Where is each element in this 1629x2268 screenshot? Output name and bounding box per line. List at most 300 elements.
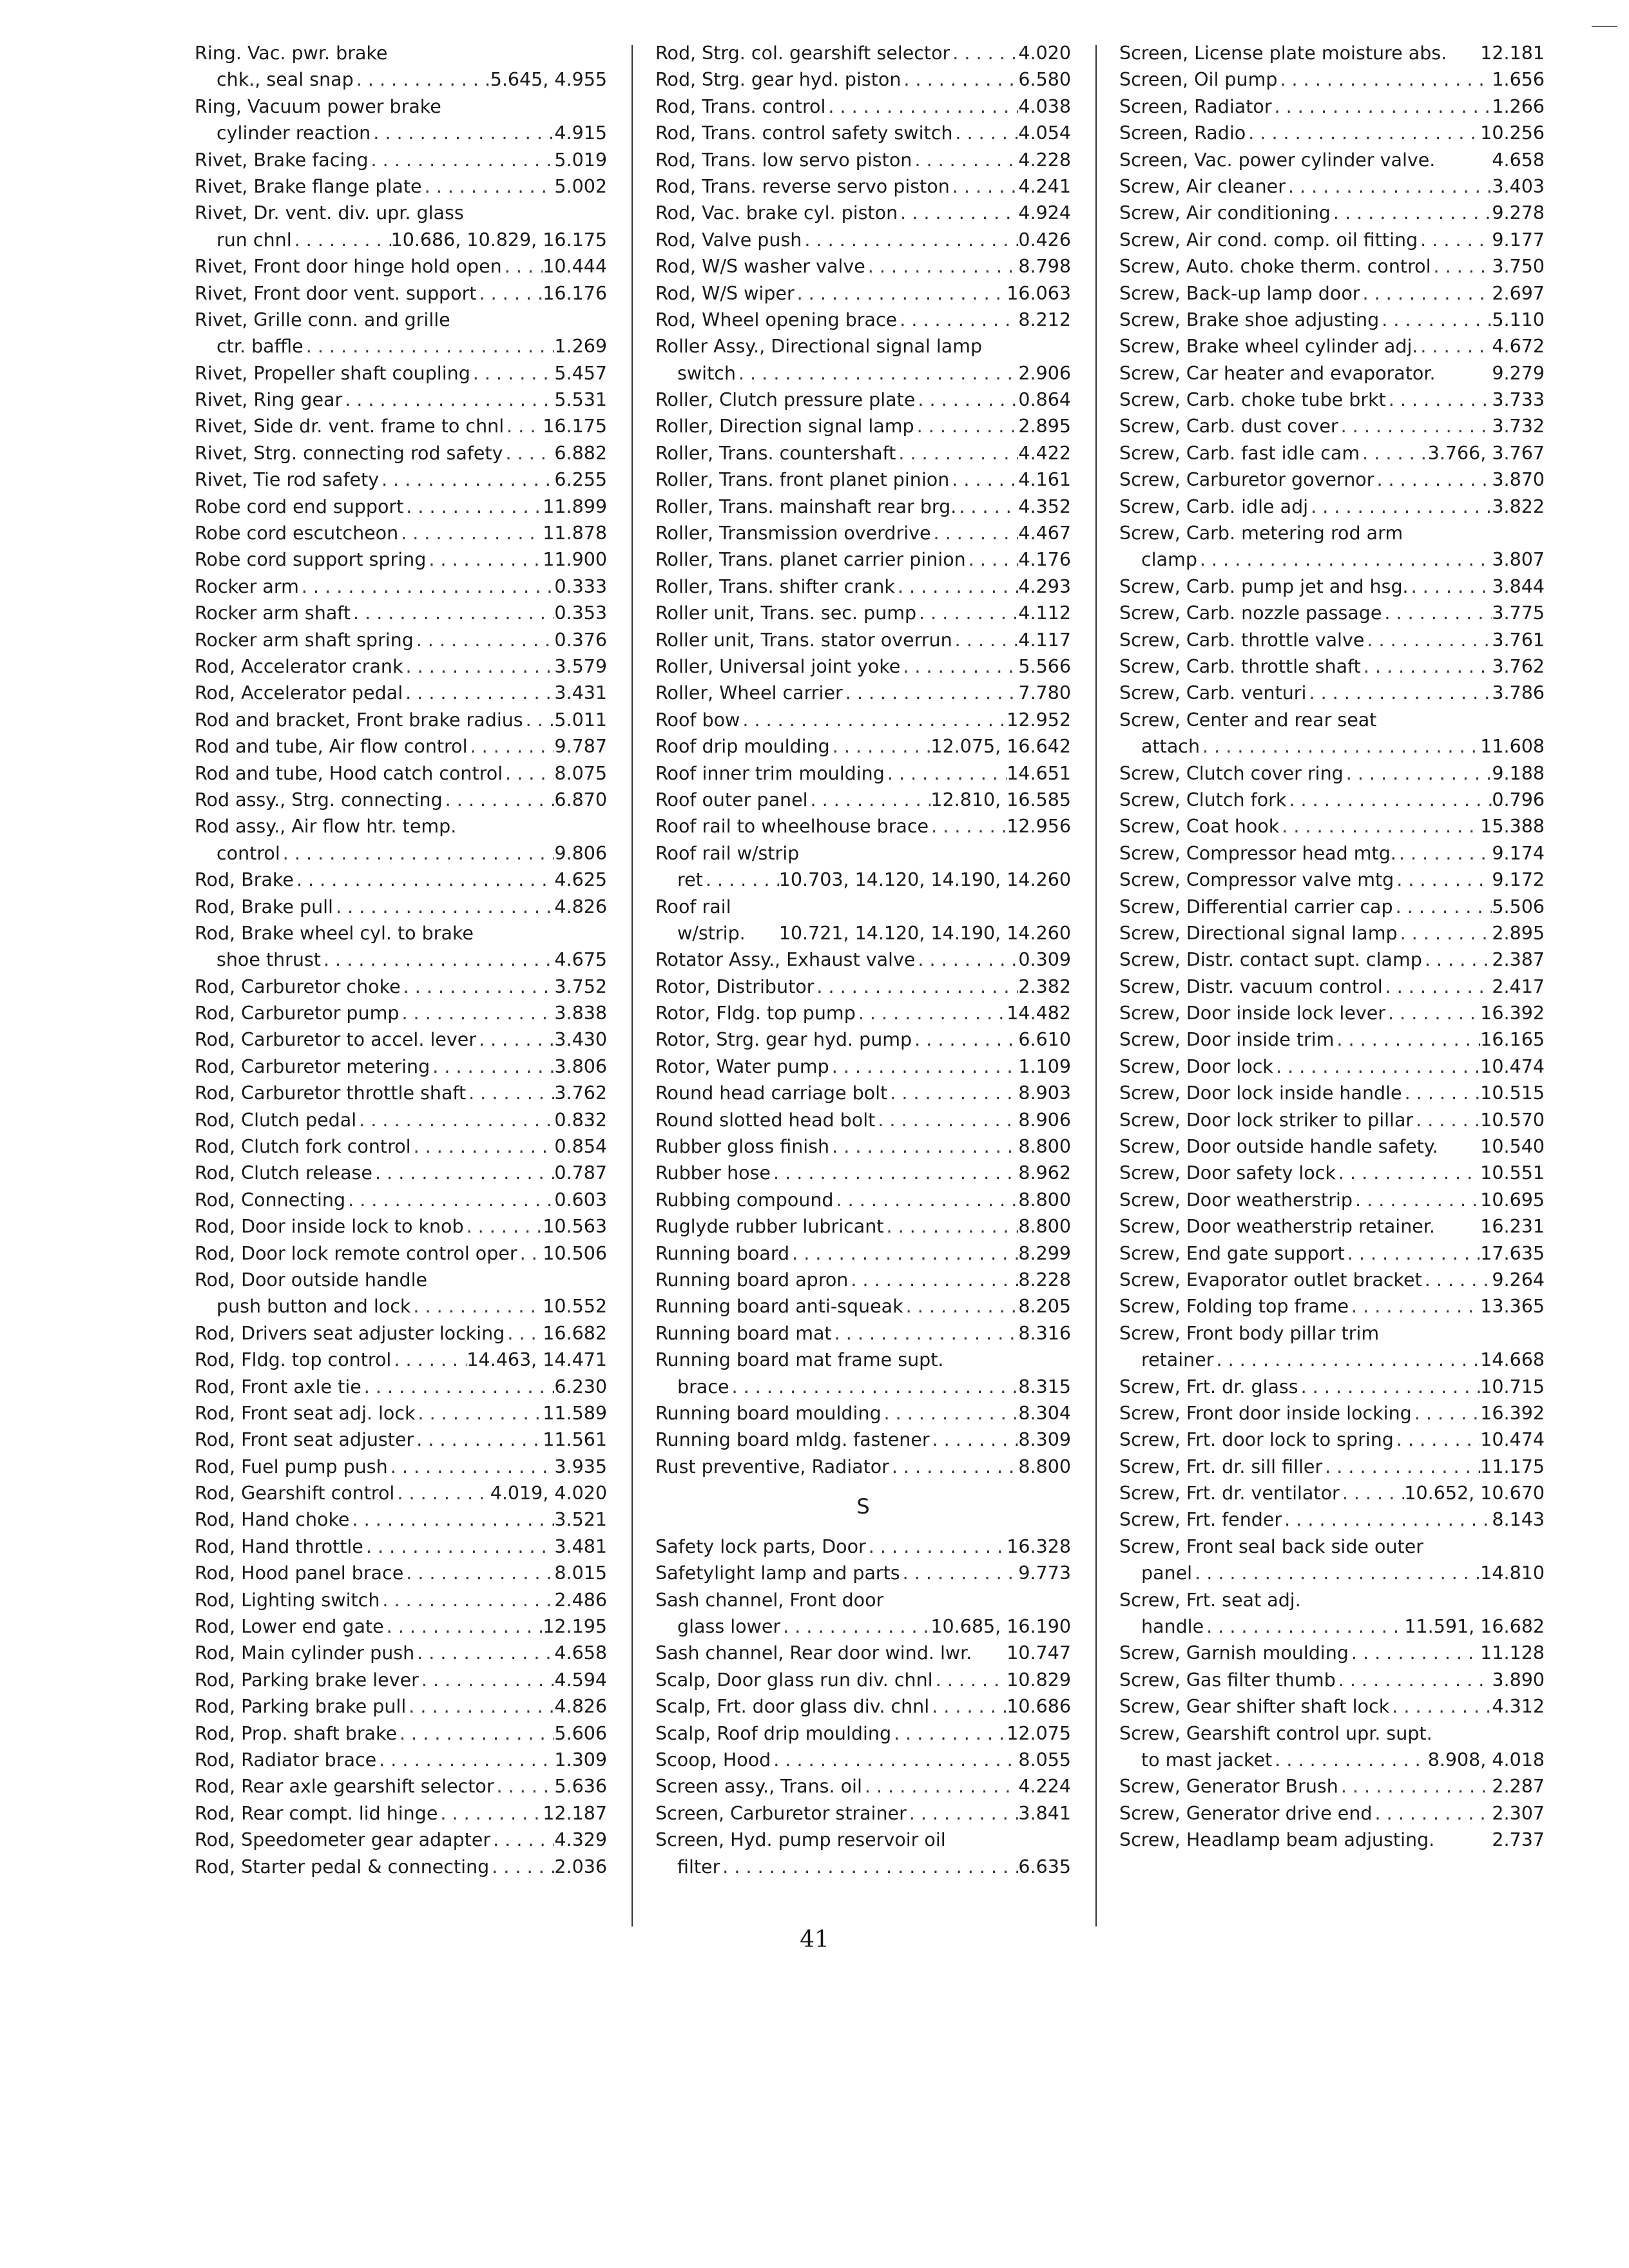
dot-leader: [333, 894, 554, 920]
index-entry: [655, 1667, 1071, 1693]
index-entry: [655, 947, 1071, 973]
entry-page-ref: 14.463, 14.471: [467, 1349, 607, 1371]
dot-leader: [1374, 466, 1492, 493]
entry-page-ref: 10.652, 10.670: [1404, 1483, 1545, 1504]
entry-page-ref: 4.826: [554, 1696, 607, 1718]
entry-label: Running board: [655, 1242, 790, 1264]
entry-page-ref: 2.382: [1018, 975, 1071, 997]
entry-label: Screw, Door inside lock lever: [1119, 1003, 1385, 1024]
dot-leader: [1272, 93, 1492, 120]
index-entry: [195, 1506, 607, 1533]
entry-page-ref: 8.143: [1492, 1509, 1545, 1531]
entry-label: Ring. Vac. pwr. brake: [195, 43, 388, 64]
dot-leader: [1361, 653, 1492, 680]
entry-label: Screw, Evaporator outlet bracket: [1119, 1269, 1422, 1291]
entry-label: Rod, Rear axle gearshift selector: [195, 1776, 494, 1798]
index-entry: [655, 573, 1071, 600]
entry-label: Screw, Door inside trim: [1119, 1029, 1335, 1051]
index-entry: [195, 280, 607, 307]
dot-leader: [1422, 947, 1492, 973]
entry-page-ref: 8.800: [1018, 1136, 1071, 1158]
entry-label: Roller, Wheel carrier: [655, 682, 843, 704]
dot-leader: [901, 66, 1018, 93]
entry-page-ref: 11.591, 16.682: [1404, 1616, 1545, 1638]
index-entry: [655, 280, 1071, 307]
entry-label: Screw, Front body pillar trim: [1119, 1322, 1380, 1344]
index-entry: [1119, 1400, 1545, 1427]
entry-label: Rod, Carburetor throttle shaft: [195, 1082, 467, 1104]
index-entry: [195, 1133, 607, 1160]
dot-leader: [933, 1667, 1007, 1693]
entry-page-ref: 4.224: [1018, 1776, 1071, 1798]
dot-leader: [1345, 1240, 1480, 1267]
entry-label: Rubbing compound: [655, 1189, 834, 1211]
dot-leader: [1246, 120, 1480, 146]
index-entry: [195, 307, 607, 333]
entry-label: Rivet, Side dr. vent. frame to chnl: [195, 416, 505, 437]
index-entry: [1119, 1000, 1545, 1026]
entry-page-ref: 10.552: [543, 1296, 607, 1318]
index-entry: [195, 466, 607, 493]
dot-leader: [829, 1053, 1019, 1080]
index-entry: [195, 1613, 607, 1640]
entry-label: Running board mat: [655, 1322, 832, 1344]
index-entry: [1119, 813, 1545, 840]
entry-label: Round head carriage bolt: [655, 1082, 888, 1104]
index-entry: [195, 494, 607, 520]
entry-label: Rod, Rear compt. lid hinge: [195, 1802, 438, 1824]
dot-leader: [912, 147, 1018, 173]
dot-leader: [1349, 1640, 1480, 1666]
entry-page-ref: 15.388: [1480, 816, 1545, 838]
index-entry: [195, 40, 607, 66]
entry-label: Rotor, Distributor: [655, 975, 815, 997]
dot-leader: [321, 947, 554, 973]
dot-leader: [1338, 1773, 1492, 1800]
entry-label: Rod, Carburetor metering: [195, 1055, 430, 1077]
dot-leader: [299, 573, 555, 600]
index-entry: [1119, 627, 1545, 653]
entry-label: Roller Assy., Directional signal lamp: [655, 336, 983, 358]
dot-leader: [505, 1320, 543, 1347]
entry-label: brace: [677, 1376, 729, 1398]
entry-page-ref: 12.952: [1007, 709, 1071, 731]
index-entry: [655, 173, 1071, 200]
entry-page-ref: 2.287: [1492, 1776, 1545, 1798]
entry-page-ref: 12.195: [543, 1616, 607, 1638]
index-entry: [195, 333, 607, 360]
entry-page-ref: 5.457: [554, 362, 607, 384]
dot-leader: [952, 627, 1019, 653]
entry-page-ref: 6.610: [1018, 1029, 1071, 1051]
index-entry: [1119, 947, 1545, 973]
index-entry: [1119, 227, 1545, 253]
dot-leader: [884, 1213, 1019, 1240]
entry-label: Rod, Door lock remote control oper: [195, 1242, 517, 1264]
entry-page-ref: 8.316: [1018, 1322, 1071, 1344]
entry-page-ref: 8.228: [1018, 1269, 1071, 1291]
dot-leader: [368, 147, 554, 173]
index-entry: [655, 1026, 1071, 1053]
dot-leader: [426, 546, 543, 573]
entry-label: Running board anti-squeak: [655, 1296, 903, 1318]
entry-page-ref: 16.063: [1007, 282, 1071, 304]
index-entry: [655, 974, 1071, 1000]
entry-page-ref: 0.353: [554, 602, 607, 624]
index-entry: [195, 707, 607, 733]
dot-leader: [1418, 227, 1492, 253]
entry-page-ref: 4.658: [554, 1642, 607, 1664]
entry-label: Roof outer panel: [655, 789, 808, 811]
dot-leader: [966, 546, 1019, 573]
entry-label: Roof drip moulding: [655, 736, 830, 758]
index-entry: [655, 1267, 1071, 1293]
index-entry: [195, 1374, 607, 1400]
dot-leader: [1279, 813, 1480, 840]
index-entry: [195, 680, 607, 706]
entry-page-ref: 11.175: [1480, 1456, 1545, 1477]
entry-label: clamp: [1141, 549, 1197, 571]
index-entry: [1119, 840, 1545, 867]
entry-label: Running board mat frame supt.: [655, 1349, 944, 1371]
entry-label: Roof bow: [655, 709, 740, 731]
dot-leader: [1340, 1480, 1405, 1506]
dot-leader: [1200, 733, 1480, 760]
entry-page-ref: 5.019: [554, 149, 607, 171]
dot-leader: [410, 1293, 543, 1320]
index-entry: [1119, 1320, 1545, 1347]
dot-leader: [376, 1747, 554, 1773]
index-entry: [655, 1827, 1071, 1853]
dot-leader: [1353, 1187, 1480, 1213]
dot-leader: [900, 1560, 1019, 1586]
index-entry: [655, 1000, 1071, 1026]
entry-page-ref: 4.241: [1018, 175, 1071, 197]
entry-label: Screw, Compressor valve mtg: [1119, 869, 1394, 891]
entry-page-ref: 3.890: [1492, 1669, 1545, 1691]
index-entry: [195, 546, 607, 573]
entry-label: Screw, Front door inside locking: [1119, 1402, 1412, 1424]
entry-page-ref: 9.188: [1492, 762, 1545, 784]
entry-page-ref: 4.915: [554, 122, 607, 144]
dot-leader: [292, 227, 391, 253]
corner-mark: [1592, 26, 1617, 27]
entry-label: retainer: [1141, 1349, 1214, 1371]
dot-leader: [494, 1773, 555, 1800]
dot-leader: [438, 1800, 543, 1827]
entry-page-ref: 4.038: [1018, 95, 1071, 117]
dot-leader: [740, 707, 1007, 733]
dot-leader: [780, 1613, 930, 1640]
dot-leader: [950, 173, 1019, 200]
index-entry: [195, 894, 607, 920]
entry-label: Screw, Door outside handle safety.: [1119, 1136, 1438, 1158]
dot-leader: [372, 1160, 554, 1186]
index-entry: [195, 1480, 607, 1506]
index-entry: [1119, 173, 1545, 200]
dot-leader: [949, 466, 1018, 493]
index-entry: [1119, 333, 1545, 360]
entry-label: Screen, Oil pump: [1119, 69, 1278, 91]
index-entry: [1119, 1427, 1545, 1453]
entry-label: Rivet, Front door vent. support: [195, 282, 477, 304]
entry-page-ref: 16.392: [1480, 1402, 1545, 1424]
entry-label: Roof rail w/strip: [655, 842, 800, 864]
index-entry: [655, 1320, 1071, 1347]
index-entry: [1119, 1587, 1545, 1613]
dot-leader: [464, 1213, 543, 1240]
index-entry: [1119, 653, 1545, 680]
index-entry: [1119, 1293, 1545, 1320]
index-entry: [195, 1587, 607, 1613]
index-entry: [195, 147, 607, 173]
entry-page-ref: 2.036: [554, 1856, 607, 1878]
index-entry: [1119, 520, 1545, 546]
entry-label: Rivet, Propeller shaft coupling: [195, 362, 470, 384]
entry-page-ref: 0.787: [554, 1162, 607, 1184]
entry-page-ref: 10.256: [1480, 122, 1545, 144]
entry-page-ref: 12.956: [1007, 816, 1071, 838]
index-entry: [655, 1400, 1071, 1427]
entry-label: Ruglyde rubber lubricant: [655, 1216, 884, 1238]
entry-label: Rubber hose: [655, 1162, 771, 1184]
entry-label: Rod, Clutch release: [195, 1162, 372, 1184]
entry-label: Rod, Carburetor choke: [195, 975, 401, 997]
index-entry: [195, 66, 607, 93]
index-column-2: [655, 40, 1071, 1880]
entry-page-ref: 4.176: [1018, 549, 1071, 571]
index-entry: [195, 1080, 607, 1106]
dot-leader: [354, 66, 490, 93]
index-entry: [1119, 1347, 1545, 1373]
entry-label: Screw, Air cond. comp. oil fitting: [1119, 229, 1418, 251]
dot-leader: [1286, 787, 1492, 813]
dot-leader: [1336, 1160, 1480, 1186]
entry-page-ref: 16.165: [1480, 1029, 1545, 1051]
entry-page-ref: 5.531: [554, 389, 607, 411]
entry-page-ref: 2.387: [1492, 949, 1545, 971]
index-entry: [195, 1854, 607, 1880]
dot-leader: [862, 1773, 1019, 1800]
entry-label: Roller, Trans. front planet pinion: [655, 469, 950, 491]
dot-leader: [887, 1080, 1018, 1106]
entry-label: ret: [677, 869, 703, 891]
entry-label: w/strip.: [677, 922, 746, 944]
dot-leader: [466, 1080, 554, 1106]
index-entry: [655, 93, 1071, 120]
dot-leader: [1214, 1347, 1481, 1373]
index-entry: [655, 200, 1071, 226]
dot-leader: [351, 600, 554, 626]
dot-leader: [1412, 1400, 1481, 1427]
index-entry: [1119, 1133, 1545, 1160]
entry-page-ref: 10.695: [1480, 1189, 1545, 1211]
entry-label: Screw, Generator drive end: [1119, 1802, 1373, 1824]
entry-label: Screw, Door weatherstrip: [1119, 1189, 1353, 1211]
index-entry: [1119, 1506, 1545, 1533]
index-entry: [1119, 1267, 1545, 1293]
entry-page-ref: 3.935: [554, 1456, 607, 1477]
dot-leader: [399, 1000, 554, 1026]
entry-page-ref: 3.761: [1492, 629, 1545, 651]
entry-page-ref: 10.721, 14.120, 14.190, 14.260: [778, 922, 1071, 944]
dot-leader: [1338, 413, 1492, 439]
entry-page-ref: 12.075, 16.642: [930, 736, 1071, 758]
entry-label: Running board mldg. fastener: [655, 1429, 930, 1451]
entry-page-ref: 4.020: [1018, 43, 1071, 64]
index-entry: [195, 1026, 607, 1053]
index-entry: [195, 1347, 607, 1373]
entry-page-ref: 10.563: [543, 1216, 607, 1238]
entry-page-ref: 3.766, 3.767: [1427, 442, 1545, 464]
entry-page-ref: 3.752: [554, 975, 607, 997]
entry-label: Screw, Carb. nozzle passage: [1119, 602, 1382, 624]
dot-leader: [356, 1107, 554, 1133]
index-entry: [195, 1240, 607, 1267]
entry-label: Rod, Parking brake pull: [195, 1696, 407, 1718]
dot-leader: [388, 1454, 555, 1480]
dot-leader: [403, 494, 543, 520]
entry-page-ref: 0.832: [554, 1109, 607, 1131]
entry-page-ref: 11.561: [543, 1429, 607, 1451]
entry-page-ref: 10.570: [1480, 1109, 1545, 1131]
index-entry: [195, 1693, 607, 1720]
index-entry: [655, 1800, 1071, 1827]
index-entry: [195, 227, 607, 253]
index-entry: [195, 1800, 607, 1827]
entry-label: Screw, End gate support: [1119, 1242, 1345, 1264]
index-entry: [1119, 1693, 1545, 1720]
entry-page-ref: 8.800: [1018, 1456, 1071, 1477]
dot-leader: [1396, 840, 1492, 867]
entry-label: Rocker arm shaft: [195, 602, 351, 624]
dot-leader: [903, 1293, 1019, 1320]
entry-label: Screw, Gas filter thumb: [1119, 1669, 1336, 1691]
dot-leader: [1418, 333, 1492, 360]
entry-label: Rust preventive, Radiator: [655, 1456, 889, 1477]
index-entry: [1119, 1080, 1545, 1106]
entry-label: Screw, Directional signal lamp: [1119, 922, 1398, 944]
dot-leader: [931, 520, 1019, 546]
index-entry: [195, 1160, 607, 1186]
entry-page-ref: 16.176: [543, 282, 607, 304]
entry-page-ref: 9.172: [1492, 869, 1545, 891]
entry-label: Screw, Generator Brush: [1119, 1776, 1338, 1798]
entry-label: Screw, Carb. dust cover: [1119, 416, 1338, 437]
dot-leader: [832, 1320, 1019, 1347]
dot-leader: [361, 1374, 555, 1400]
entry-page-ref: 5.110: [1492, 309, 1545, 331]
dot-leader: [1349, 1293, 1480, 1320]
entry-page-ref: 1.309: [554, 1749, 607, 1771]
entry-page-ref: 10.685, 16.190: [930, 1616, 1071, 1638]
dot-leader: [349, 1506, 554, 1533]
dot-leader: [371, 120, 554, 146]
entry-label: control: [217, 842, 280, 864]
entry-page-ref: 2.697: [1492, 282, 1545, 304]
entry-label: Rod, Carburetor to accel. lever: [195, 1029, 477, 1051]
entry-label: Rod, Trans. control safety switch: [655, 122, 953, 144]
entry-page-ref: 8.309: [1018, 1429, 1071, 1451]
dot-leader: [848, 1267, 1018, 1293]
index-entry: [1119, 920, 1545, 947]
entry-label: Screw, Carb. idle adj: [1119, 495, 1309, 517]
index-entry: [655, 1720, 1071, 1747]
index-entry: [1119, 413, 1545, 439]
entry-label: Rod, Hand choke: [195, 1509, 350, 1531]
entry-label: Rod, Drivers seat adjuster locking: [195, 1322, 505, 1344]
entry-page-ref: 0.333: [554, 575, 607, 597]
entry-page-ref: 0.864: [1018, 389, 1071, 411]
dot-leader: [830, 733, 931, 760]
index-entry: [1119, 253, 1545, 280]
dot-leader: [294, 867, 554, 893]
index-entry: [1119, 733, 1545, 760]
entry-label: Running board moulding: [655, 1402, 882, 1424]
dot-leader: [414, 1640, 554, 1666]
entry-label: Screw, Carburetor governor: [1119, 469, 1374, 491]
entry-page-ref: 12.810, 16.585: [930, 789, 1071, 811]
entry-label: Ring, Vacuum power brake: [195, 95, 441, 117]
entry-page-ref: 1.109: [1018, 1055, 1071, 1077]
entry-page-ref: 10.703, 14.120, 14.190, 14.260: [778, 869, 1071, 891]
entry-label: Rod, Lighting switch: [195, 1589, 380, 1611]
entry-label: Screw, Gear shifter shaft lock: [1119, 1696, 1390, 1718]
entry-page-ref: 0.309: [1018, 949, 1071, 971]
entry-page-ref: 1.266: [1492, 95, 1545, 117]
index-entry: [195, 440, 607, 466]
entry-page-ref: 8.075: [554, 762, 607, 784]
index-entry: [655, 1747, 1071, 1773]
index-entry: [1119, 680, 1545, 706]
entry-label: Rod, Strg. col. gearshift selector: [655, 43, 950, 64]
index-entry: [195, 387, 607, 413]
dot-leader: [523, 707, 555, 733]
entry-page-ref: 4.826: [554, 896, 607, 918]
dot-leader: [476, 1026, 554, 1053]
entry-page-ref: 7.780: [1018, 682, 1071, 704]
dot-leader: [1431, 253, 1492, 280]
entry-page-ref: 8.962: [1018, 1162, 1071, 1184]
dot-leader: [930, 1427, 1019, 1453]
entry-label: Rod, Door outside handle: [195, 1269, 428, 1291]
index-entry: [655, 1454, 1071, 1480]
index-entry: [1119, 66, 1545, 93]
dot-leader: [504, 413, 543, 439]
entry-label: Screw, Brake shoe adjusting: [1119, 309, 1380, 331]
dot-leader: [915, 387, 1018, 413]
index-entry: [195, 867, 607, 893]
dot-leader: [912, 1026, 1018, 1053]
entry-page-ref: 3.403: [1492, 175, 1545, 197]
entry-label: Rod, Radiator brace: [195, 1749, 377, 1771]
entry-label: Screw, Frt. seat adj.: [1119, 1589, 1301, 1611]
index-entry: [195, 1827, 607, 1853]
entry-page-ref: 4.352: [1018, 495, 1071, 517]
dot-leader: [907, 1800, 1019, 1827]
entry-page-ref: 3.806: [554, 1055, 607, 1077]
entry-label: filter: [677, 1856, 720, 1878]
entry-page-ref: 2.737: [1492, 1829, 1545, 1851]
dot-leader: [885, 760, 1007, 787]
entry-page-ref: 10.747: [1007, 1642, 1071, 1664]
dot-leader: [1364, 627, 1492, 653]
dot-leader: [1306, 680, 1492, 706]
dot-leader: [771, 1160, 1018, 1186]
entry-label: Roof rail to wheelhouse brace: [655, 816, 929, 838]
entry-label: Rod assy., Strg. connecting: [195, 789, 443, 811]
entry-label: Roof inner trim moulding: [655, 762, 885, 784]
